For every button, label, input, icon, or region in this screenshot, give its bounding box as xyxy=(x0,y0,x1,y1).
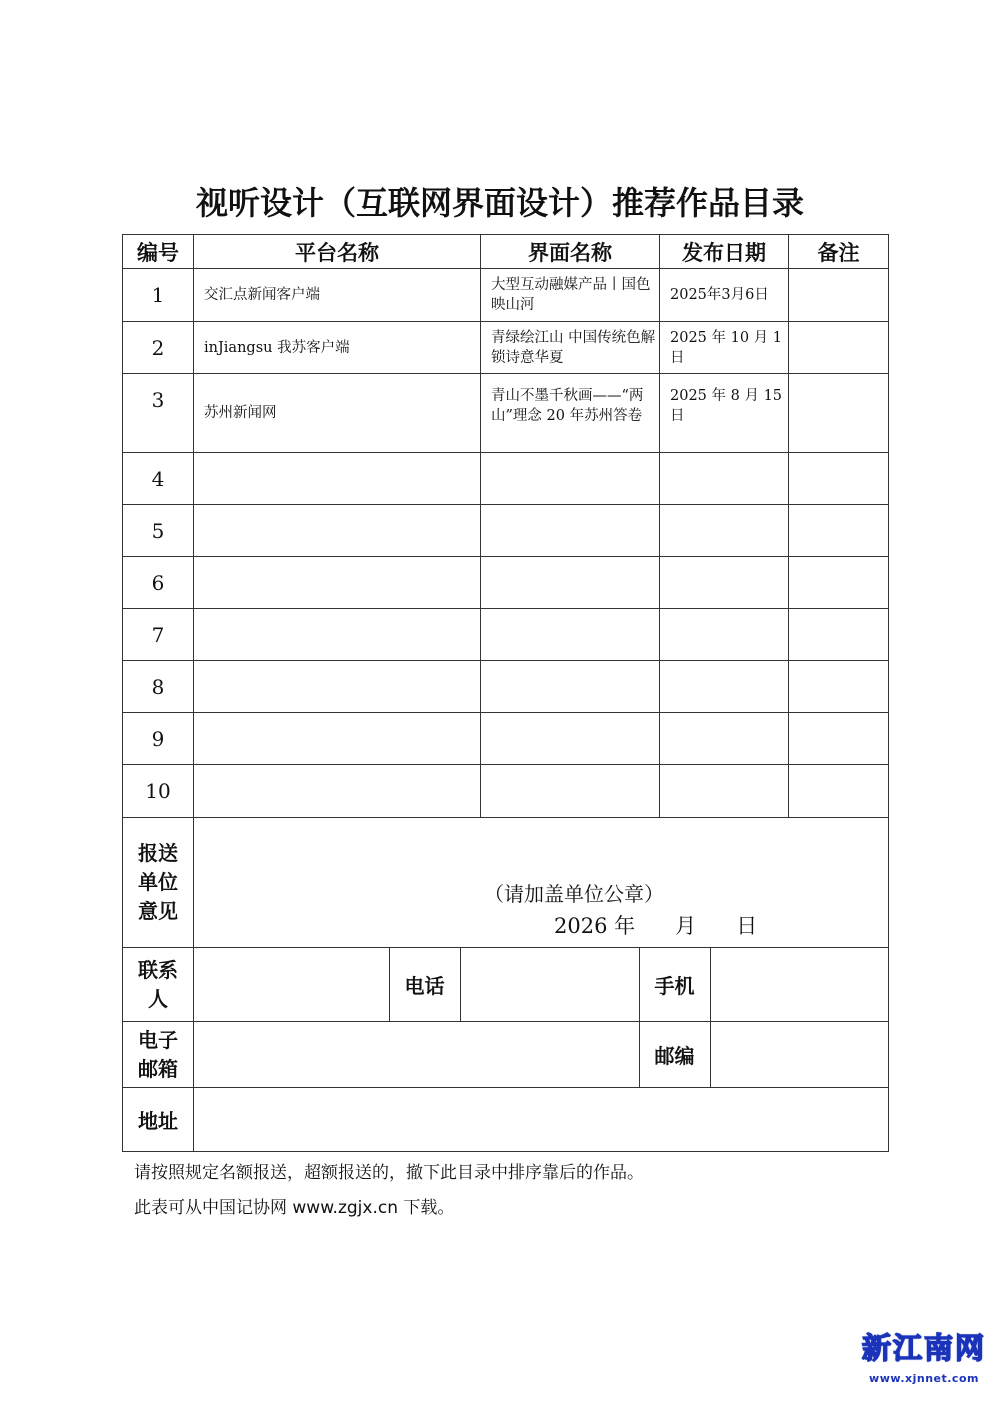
date-cell xyxy=(660,557,789,609)
table-row xyxy=(123,322,889,374)
interface-cell xyxy=(481,609,660,661)
table-row xyxy=(123,453,889,505)
contact-subgrid xyxy=(194,948,889,1022)
interface-cell xyxy=(481,557,660,609)
table-row xyxy=(123,713,889,765)
header-interface: 界面名称 xyxy=(481,235,660,269)
date-cell: 2025年3月6日 xyxy=(660,269,789,322)
row-number: 9 xyxy=(123,713,194,765)
row-number: 1 xyxy=(123,269,194,322)
contact-label xyxy=(123,948,194,1022)
interface-cell: 青绿绘江山 中国传统色解锁诗意华夏 xyxy=(481,322,660,374)
contact-subtable xyxy=(194,948,889,1021)
interface-cell: 青山不墨千秋画——“两山”理念 20 年苏州答卷 xyxy=(481,374,660,453)
mobile-label: 手机 xyxy=(639,948,710,1021)
email-row xyxy=(123,1022,889,1088)
platform-cell xyxy=(194,713,481,765)
email-label-line: 电子 xyxy=(138,1027,178,1052)
platform-cell: 交汇点新闻客户端 xyxy=(194,269,481,322)
remark-cell xyxy=(789,661,889,713)
platform-cell xyxy=(194,609,481,661)
phone-label: 电话 xyxy=(389,948,460,1021)
date-cell xyxy=(660,609,789,661)
opinion-label-line: 意见 xyxy=(138,899,178,923)
table-row xyxy=(123,374,889,453)
interface-cell xyxy=(481,765,660,818)
remark-cell xyxy=(789,505,889,557)
remark-cell xyxy=(789,269,889,322)
interface-cell xyxy=(481,453,660,505)
address-field[interactable] xyxy=(194,1088,889,1152)
phone-field[interactable] xyxy=(460,948,639,1021)
platform-cell xyxy=(194,557,481,609)
opinion-date: 2026 年 月 日 xyxy=(554,914,758,938)
watermark-logo xyxy=(862,1328,986,1400)
row-number: 7 xyxy=(123,609,194,661)
remark-cell xyxy=(789,713,889,765)
note-line: 此表可从中国记协网 www.zgjx.cn 下载。 xyxy=(134,1198,455,1218)
row-number: 10 xyxy=(123,765,194,818)
contact-name-field[interactable] xyxy=(194,948,389,1021)
header-no: 编号 xyxy=(123,235,194,269)
opinion-label-line: 报送 xyxy=(138,841,178,865)
date-cell xyxy=(660,453,789,505)
table-row xyxy=(123,661,889,713)
row-number: 8 xyxy=(123,661,194,713)
table-row xyxy=(123,609,889,661)
header-date: 发布日期 xyxy=(660,235,789,269)
address-label: 地址 xyxy=(123,1088,194,1152)
interface-cell xyxy=(481,713,660,765)
row-number: 3 xyxy=(123,374,194,453)
email-subtable xyxy=(194,1022,889,1087)
email-field[interactable] xyxy=(194,1022,639,1087)
table-row xyxy=(123,269,889,322)
interface-cell: 大型互动融媒产品丨国色映山河 xyxy=(481,269,660,322)
opinion-label-line: 单位 xyxy=(138,870,178,894)
date-cell xyxy=(660,505,789,557)
contact-label-line: 人 xyxy=(148,986,168,1011)
platform-cell: inJiangsu 我苏客户端 xyxy=(194,322,481,374)
postcode-label: 邮编 xyxy=(639,1022,710,1087)
header-platform: 平台名称 xyxy=(194,235,481,269)
platform-cell xyxy=(194,505,481,557)
table-row xyxy=(123,765,889,818)
email-subgrid xyxy=(194,1022,889,1088)
date-cell xyxy=(660,765,789,818)
date-cell: 2025 年 8 月 15 日 xyxy=(660,374,789,453)
email-label xyxy=(123,1022,194,1088)
opinion-row xyxy=(123,818,889,948)
opinion-field[interactable] xyxy=(194,818,889,948)
postcode-field[interactable] xyxy=(710,1022,889,1087)
remark-cell xyxy=(789,557,889,609)
header-row xyxy=(123,235,889,269)
date-cell xyxy=(660,713,789,765)
platform-cell xyxy=(194,661,481,713)
watermark-text: 新江南网 xyxy=(862,1331,987,1365)
row-number: 6 xyxy=(123,557,194,609)
page-title: 视听设计（互联网界面设计）推荐作品目录 xyxy=(195,184,804,222)
stamp-instruction: （请加盖单位公章） xyxy=(484,882,664,906)
email-label-line: 邮箱 xyxy=(138,1056,178,1081)
contact-row xyxy=(123,948,889,1022)
note-line: 请按照规定名额报送，超额报送的，撤下此目录中排序靠后的作品。 xyxy=(134,1163,644,1183)
interface-cell xyxy=(481,505,660,557)
platform-cell xyxy=(194,765,481,818)
remark-cell xyxy=(789,609,889,661)
remark-cell xyxy=(789,453,889,505)
remark-cell xyxy=(789,374,889,453)
header-remark: 备注 xyxy=(789,235,889,269)
remark-cell xyxy=(789,765,889,818)
row-number: 4 xyxy=(123,453,194,505)
platform-cell: 苏州新闻网 xyxy=(194,374,481,453)
table-row xyxy=(123,557,889,609)
platform-cell xyxy=(194,453,481,505)
row-number: 5 xyxy=(123,505,194,557)
mobile-field[interactable] xyxy=(710,948,889,1021)
catalog-table xyxy=(122,234,889,1152)
date-cell: 2025 年 10 月 1 日 xyxy=(660,322,789,374)
watermark-url: www.xjnnet.com xyxy=(869,1372,979,1385)
remark-cell xyxy=(789,322,889,374)
interface-cell xyxy=(481,661,660,713)
contact-label-line: 联系 xyxy=(138,957,178,982)
address-row xyxy=(123,1088,889,1152)
table-row xyxy=(123,505,889,557)
opinion-label xyxy=(123,818,194,948)
date-cell xyxy=(660,661,789,713)
row-number: 2 xyxy=(123,322,194,374)
